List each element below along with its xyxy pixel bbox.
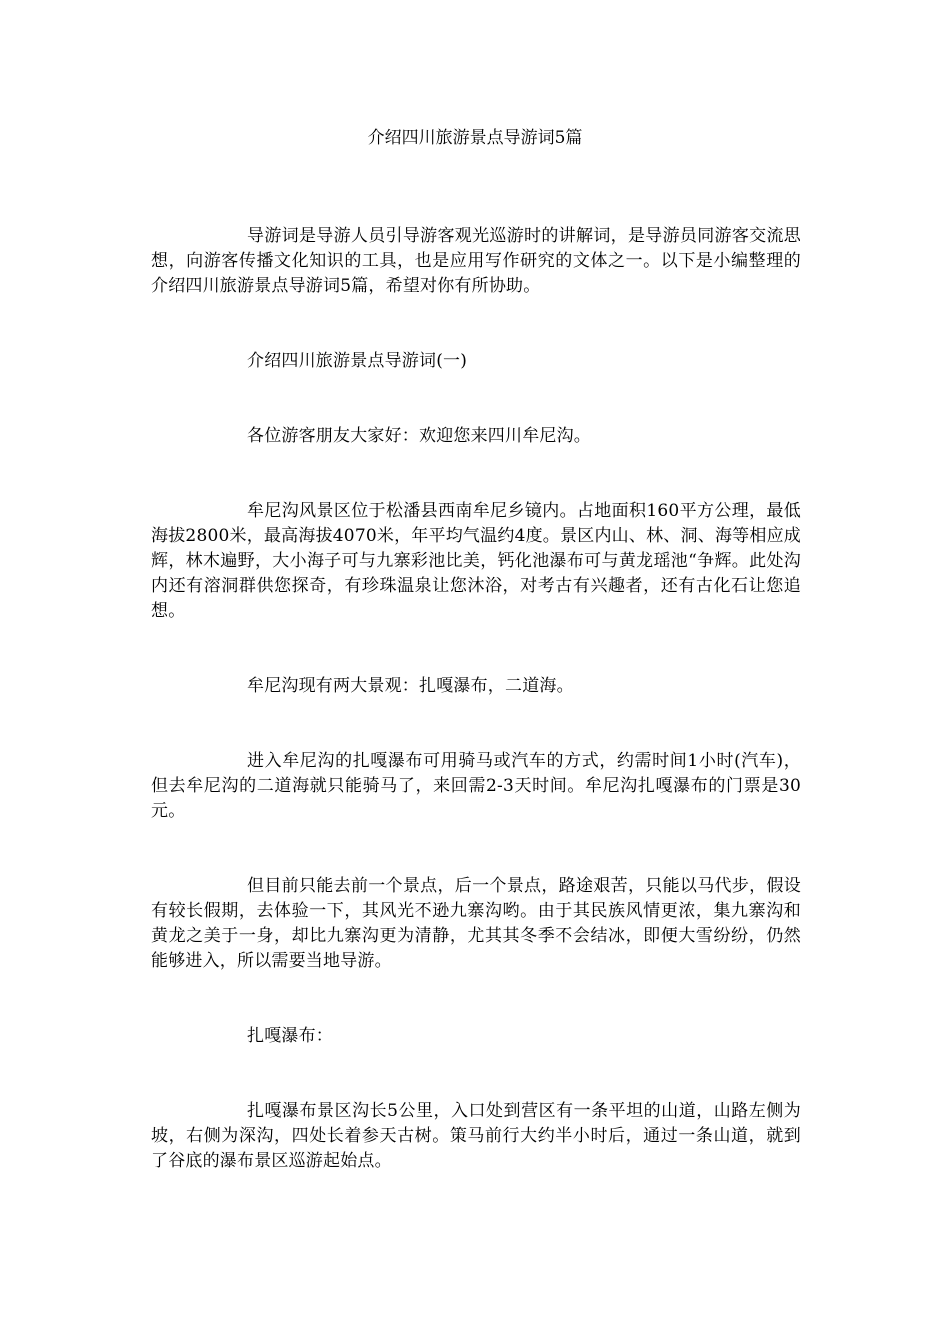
location-paragraph: 牟尼沟风景区位于松潘县西南牟尼乡镜内。占地面积160平方公理，最低海拔2800米，最高海拔4070米，年平均气温约4度。景区内山、林、洞、海等相应成辉，林木遍野，大小海子可与九寨彩池比美，钙化池瀑布可与黄龙瑶池“争辉。此处沟内还有溶洞群供您探奇，有珍珠温泉让您沐浴，对考古有兴趣者，还有古化石让您追想。 [151, 501, 801, 621]
intro-paragraph: 导游词是导游人员引导游客观光巡游时的讲解词，是导游员同游客交流思想，向游客传播文化知识的工具，也是应用写作研究的文体之一。以下是小编整理的介绍四川旅游景点导游词5篇，希望对你有所协助。 [151, 226, 801, 296]
waterfall-heading: 扎嘎瀑布： [247, 1026, 333, 1046]
waterfall-paragraph: 扎嘎瀑布景区沟长5公里，入口处到营区有一条平坦的山道，山路左侧为坡，右侧为深沟，四处长着参天古树。策马前行大约半小时后，通过一条山道，就到了谷底的瀑布景区巡游起始点。 [151, 1101, 801, 1171]
travel-tips-paragraph: 但目前只能去前一个景点，后一个景点，路途艰苦，只能以马代步，假设有较长假期，去体验一下，其风光不逊九寨沟哟。由于其民族风情更浓，集九寨沟和黄龙之美于一身，却比九寨沟更为清静，尤其其冬季不会结冰，即便大雪纷纷，仍然能够进入，所以需要当地导游。 [151, 876, 801, 971]
transport-paragraph: 进入牟尼沟的扎嘎瀑布可用骑马或汽车的方式，约需时间1小时(汽车)，但去牟尼沟的二道海就只能骑马了，来回需2-3天时间。牟尼沟扎嘎瀑布的门票是30元。 [151, 751, 801, 821]
document-title: 介绍四川旅游景点导游词5篇 [367, 128, 583, 148]
greeting-paragraph: 各位游客朋友大家好：欢迎您来四川牟尼沟。 [247, 426, 591, 446]
section-heading-1: 介绍四川旅游景点导游词(一) [247, 351, 468, 371]
attractions-paragraph: 牟尼沟现有两大景观：扎嘎瀑布，二道海。 [247, 676, 574, 696]
